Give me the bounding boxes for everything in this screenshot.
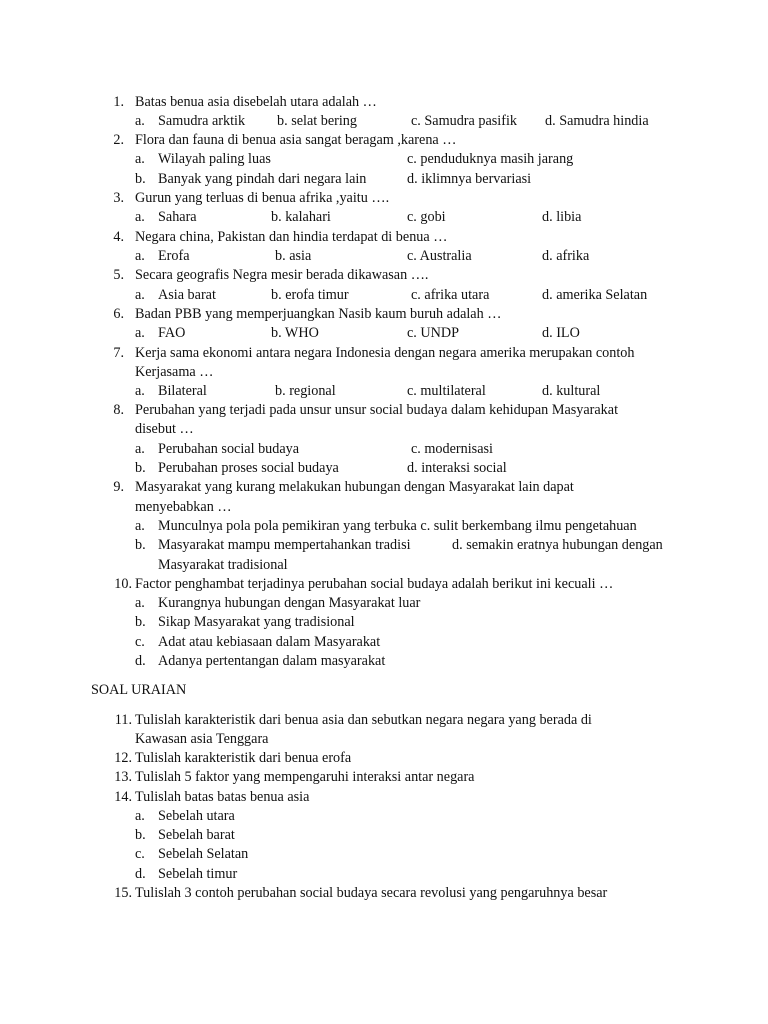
option-d: d. semakin eratnya hubungan dengan: [452, 537, 663, 553]
option-c: c. UNDP: [407, 325, 460, 341]
question-text-continued: disebut …: [135, 421, 194, 437]
section-heading: SOAL URAIAN: [91, 682, 187, 698]
option-a: Sebelah utara: [158, 808, 235, 824]
option-letter: a.: [135, 441, 145, 457]
question-text: Tulislah 5 faktor yang mempengaruhi interaksi antar negara: [135, 769, 475, 785]
question-text: Factor penghambat terjadinya perubahan social budaya adalah berikut ini kecuali …: [135, 576, 614, 592]
option-d: d. Samudra hindia: [545, 113, 649, 129]
option-c: c. Samudra pasifik: [411, 113, 517, 129]
option-b: Sebelah barat: [158, 827, 235, 843]
question-text: Masyarakat yang kurang melakukan hubungan dengan Masyarakat lain dapat: [135, 479, 574, 495]
option-c: c. Australia: [407, 248, 472, 264]
option-letter: d.: [135, 653, 146, 669]
option-c: Adat atau kebiasaan dalam Masyarakat: [158, 634, 381, 650]
option-b: b. selat bering: [277, 113, 357, 129]
option-b: b. WHO: [271, 325, 319, 341]
option-d: d. interaksi social: [407, 460, 507, 476]
option-letter: a.: [135, 808, 145, 824]
question-text-continued: Kerjasama …: [135, 364, 214, 380]
question-text: Tulislah batas batas benua asia: [135, 789, 310, 805]
question-number: 13.: [114, 769, 132, 785]
option-d: d. amerika Selatan: [542, 287, 648, 303]
option-a: Munculnya pola pola pemikiran yang terbuka c. sulit berkembang ilmu pengetahuan: [158, 518, 637, 534]
question-number: 10.: [114, 576, 132, 592]
option-b: Banyak yang pindah dari negara lain: [158, 171, 367, 187]
option-a: Sahara: [158, 209, 197, 225]
option-letter: a.: [135, 248, 145, 264]
option-letter: c.: [135, 846, 145, 862]
option-a: Asia barat: [158, 287, 216, 303]
option-a: FAO: [158, 325, 186, 341]
option-a: Perubahan social budaya: [158, 441, 300, 457]
option-c: c. multilateral: [407, 383, 486, 399]
option-d: d. ILO: [542, 325, 580, 341]
question-number: 12.: [114, 750, 132, 766]
question-text-continued: menyebabkan …: [135, 499, 232, 515]
option-a: Erofa: [158, 248, 190, 264]
option-letter: c.: [135, 634, 145, 650]
question-text: Kerja sama ekonomi antara negara Indonesia dengan negara amerika merupakan contoh: [135, 345, 635, 361]
option-letter: b.: [135, 171, 146, 187]
question-number: 14.: [114, 789, 132, 805]
option-letter: b.: [135, 537, 146, 553]
option-b: b. kalahari: [271, 209, 331, 225]
option-letter: b.: [135, 460, 146, 476]
option-letter: a.: [135, 209, 145, 225]
option-c: c. afrika utara: [411, 287, 490, 303]
question-text: Negara china, Pakistan dan hindia terdapat di benua …: [135, 229, 448, 245]
option-d: d. libia: [542, 209, 582, 225]
option-c: c. gobi: [407, 209, 446, 225]
question-number: 15.: [114, 885, 132, 901]
question-text: Secara geografis Negra mesir berada dikawasan ….: [135, 267, 429, 283]
option-b: Masyarakat mampu mempertahankan tradisi: [158, 537, 411, 553]
question-text: Tulislah karakteristik dari benua erofa: [135, 750, 352, 766]
option-letter: a.: [135, 287, 145, 303]
option-letter: a.: [135, 518, 145, 534]
question-text: Perubahan yang terjadi pada unsur unsur social budaya dalam kehidupan Masyarakat: [135, 402, 619, 418]
question-number: 2.: [113, 132, 124, 148]
option-letter: a.: [135, 113, 145, 129]
question-text-continued: Kawasan asia Tenggara: [135, 731, 269, 747]
question-number: 8.: [113, 402, 124, 418]
option-c: c. penduduknya masih jarang: [407, 151, 574, 167]
option-d-continued: Masyarakat tradisional: [158, 557, 288, 573]
option-d: Adanya pertentangan dalam masyarakat: [158, 653, 386, 669]
question-number: 1.: [113, 94, 124, 110]
question-text: Badan PBB yang memperjuangkan Nasib kaum buruh adalah …: [135, 306, 502, 322]
option-letter: a.: [135, 595, 145, 611]
option-b: Sikap Masyarakat yang tradisional: [158, 614, 355, 630]
question-text: Batas benua asia disebelah utara adalah …: [135, 94, 377, 110]
option-letter: b.: [135, 827, 146, 843]
question-number: 7.: [113, 345, 124, 361]
option-c: Sebelah Selatan: [158, 846, 249, 862]
question-number: 11.: [114, 712, 132, 728]
question-number: 5.: [113, 267, 124, 283]
option-letter: a.: [135, 325, 145, 341]
option-letter: d.: [135, 866, 146, 882]
option-d: d. afrika: [542, 248, 590, 264]
option-d: d. kultural: [542, 383, 601, 399]
question-number: 3.: [113, 190, 124, 206]
option-d: d. iklimnya bervariasi: [407, 171, 532, 187]
option-d: Sebelah timur: [158, 866, 238, 882]
option-a: Bilateral: [158, 383, 207, 399]
option-b: b. erofa timur: [271, 287, 349, 303]
option-a: Kurangnya hubungan dengan Masyarakat luar: [158, 595, 421, 611]
question-text: Tulislah 3 contoh perubahan social budaya secara revolusi yang pengaruhnya besar: [135, 885, 608, 901]
question-text: Gurun yang terluas di benua afrika ,yaitu ….: [135, 190, 390, 206]
option-b: b. asia: [275, 248, 312, 264]
option-a: Samudra arktik: [158, 113, 246, 129]
option-letter: a.: [135, 383, 145, 399]
question-number: 6.: [113, 306, 124, 322]
option-a: Wilayah paling luas: [158, 151, 271, 167]
option-letter: a.: [135, 151, 145, 167]
option-b: b. regional: [275, 383, 336, 399]
question-text: Flora dan fauna di benua asia sangat beragam ,karena …: [135, 132, 457, 148]
option-b: Perubahan proses social budaya: [158, 460, 339, 476]
option-c: c. modernisasi: [411, 441, 493, 457]
question-number: 9.: [113, 479, 124, 495]
option-letter: b.: [135, 614, 146, 630]
question-number: 4.: [113, 229, 124, 245]
question-text: Tulislah karakteristik dari benua asia dan sebutkan negara negara yang berada di: [135, 712, 592, 728]
